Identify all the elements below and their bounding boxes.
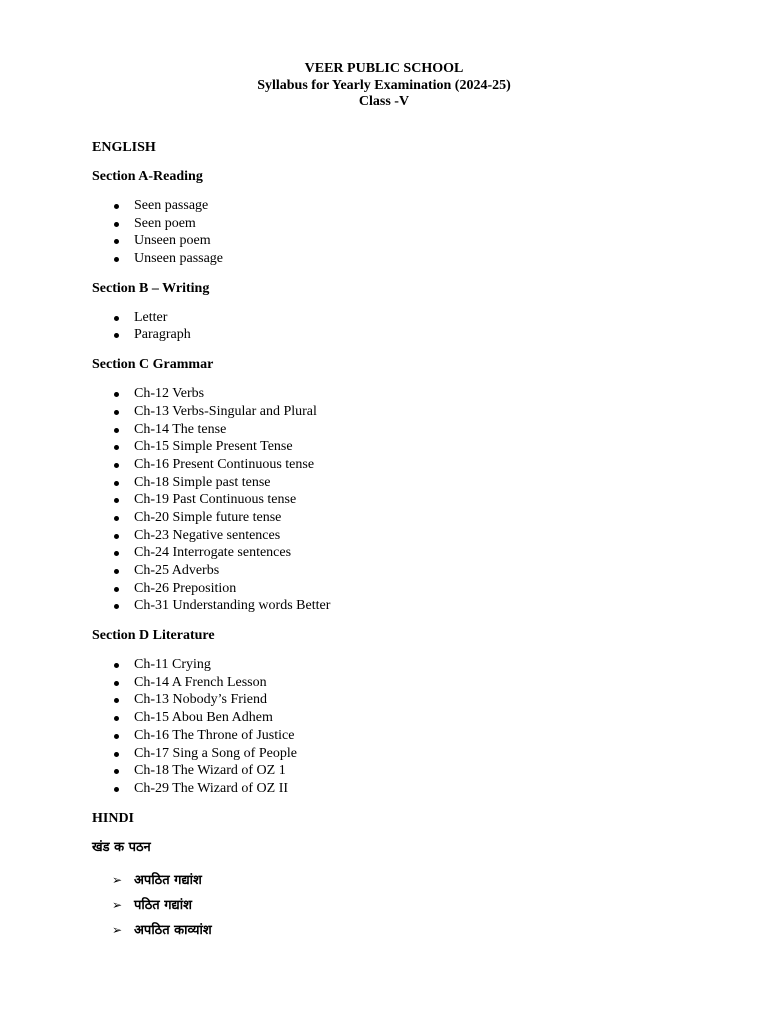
- list-item: ➢ अपठित काव्यांश: [112, 922, 212, 938]
- bullet-dot-icon: [114, 769, 119, 774]
- bullet-dot-icon: [114, 698, 119, 703]
- list-item: Ch-12 Verbs: [92, 385, 712, 403]
- list-item: Ch-15 Abou Ben Adhem: [92, 709, 712, 727]
- bullet-dot-icon: [114, 333, 119, 338]
- list-item: Ch-16 The Throne of Justice: [92, 727, 712, 745]
- bullet-dot-icon: [114, 752, 119, 757]
- bullet-dot-icon: [114, 716, 119, 721]
- bullet-dot-icon: [114, 410, 119, 415]
- list-item: ➢ अपठित गद्यांश: [112, 872, 202, 888]
- arrow-bullet-icon: ➢: [112, 897, 123, 912]
- bullet-dot-icon: [114, 239, 119, 244]
- list-item: Ch-18 The Wizard of OZ 1: [92, 762, 712, 780]
- list-item: Ch-18 Simple past tense: [92, 474, 712, 492]
- bullet-dot-icon: [114, 604, 119, 609]
- list-item: Ch-29 The Wizard of OZ II: [92, 780, 712, 798]
- arrow-bullet-icon: ➢: [112, 872, 123, 887]
- list-item: Ch-16 Present Continuous tense: [92, 456, 712, 474]
- list-item: Ch-24 Interrogate sentences: [92, 544, 712, 562]
- bullet-dot-icon: [114, 392, 119, 397]
- bullet-dot-icon: [114, 663, 119, 668]
- bullet-dot-icon: [114, 463, 119, 468]
- bullet-dot-icon: [114, 428, 119, 433]
- bullet-dot-icon: [114, 204, 119, 209]
- bullet-dot-icon: [114, 551, 119, 556]
- list-item: Ch-13 Verbs-Singular and Plural: [92, 403, 712, 421]
- list-item: Ch-31 Understanding words Better: [92, 597, 712, 615]
- bullet-dot-icon: [114, 222, 119, 227]
- list-item: Ch-23 Negative sentences: [92, 527, 712, 545]
- subject-english-heading: ENGLISH: [92, 140, 156, 155]
- hindi-section-ka-list: [92, 872, 712, 947]
- section-c-list: [92, 385, 712, 615]
- list-item: Ch-11 Crying: [92, 656, 712, 674]
- bullet-dot-icon: [114, 787, 119, 792]
- arrow-bullet-icon: ➢: [112, 922, 123, 937]
- list-item: Ch-20 Simple future tense: [92, 509, 712, 527]
- list-item: Ch-13 Nobody’s Friend: [92, 691, 712, 709]
- list-item: Ch-26 Preposition: [92, 580, 712, 598]
- bullet-dot-icon: [114, 569, 119, 574]
- bullet-dot-icon: [114, 516, 119, 521]
- list-item: Ch-14 The tense: [92, 421, 712, 439]
- list-item: Ch-19 Past Continuous tense: [92, 491, 712, 509]
- section-d-list: [92, 656, 712, 798]
- list-item: Letter: [92, 309, 712, 327]
- list-item: Ch-14 A French Lesson: [92, 674, 712, 692]
- bullet-dot-icon: [114, 445, 119, 450]
- bullet-dot-icon: [114, 587, 119, 592]
- section-a-list: [92, 197, 712, 268]
- list-item: ➢ पठित गद्यांश: [112, 897, 192, 913]
- school-name: VEER PUBLIC SCHOOL: [304, 61, 464, 76]
- list-item: Unseen poem: [92, 232, 712, 250]
- bullet-dot-icon: [114, 734, 119, 739]
- section-a-heading: Section A-Reading: [92, 169, 203, 184]
- class-label: Class -V: [358, 94, 410, 109]
- syllabus-content: [92, 139, 712, 947]
- section-b-heading: Section B – Writing: [92, 280, 210, 296]
- list-item: Ch-17 Sing a Song of People: [92, 745, 712, 763]
- bullet-dot-icon: [114, 316, 119, 321]
- list-item: Unseen passage: [92, 250, 712, 268]
- syllabus-title: Syllabus for Yearly Examination (2024-25): [257, 77, 511, 93]
- subject-hindi-heading: HINDI: [92, 810, 135, 826]
- list-item: Seen passage: [92, 197, 712, 215]
- section-d-heading: Section D Literature: [92, 628, 215, 644]
- bullet-dot-icon: [114, 681, 119, 686]
- bullet-dot-icon: [114, 257, 119, 262]
- bullet-dot-icon: [114, 481, 119, 486]
- bullet-dot-icon: [114, 534, 119, 539]
- hindi-section-ka-heading: खंड क पठन: [92, 839, 151, 855]
- list-item: Seen poem: [92, 215, 712, 233]
- section-b-list: [92, 309, 712, 344]
- list-item: Ch-25 Adverbs: [92, 562, 712, 580]
- list-item: Ch-15 Simple Present Tense: [92, 438, 712, 456]
- section-c-heading: Section C Grammar: [92, 357, 214, 373]
- bullet-dot-icon: [114, 498, 119, 503]
- list-item: Paragraph: [92, 326, 712, 344]
- document-header: [0, 61, 768, 111]
